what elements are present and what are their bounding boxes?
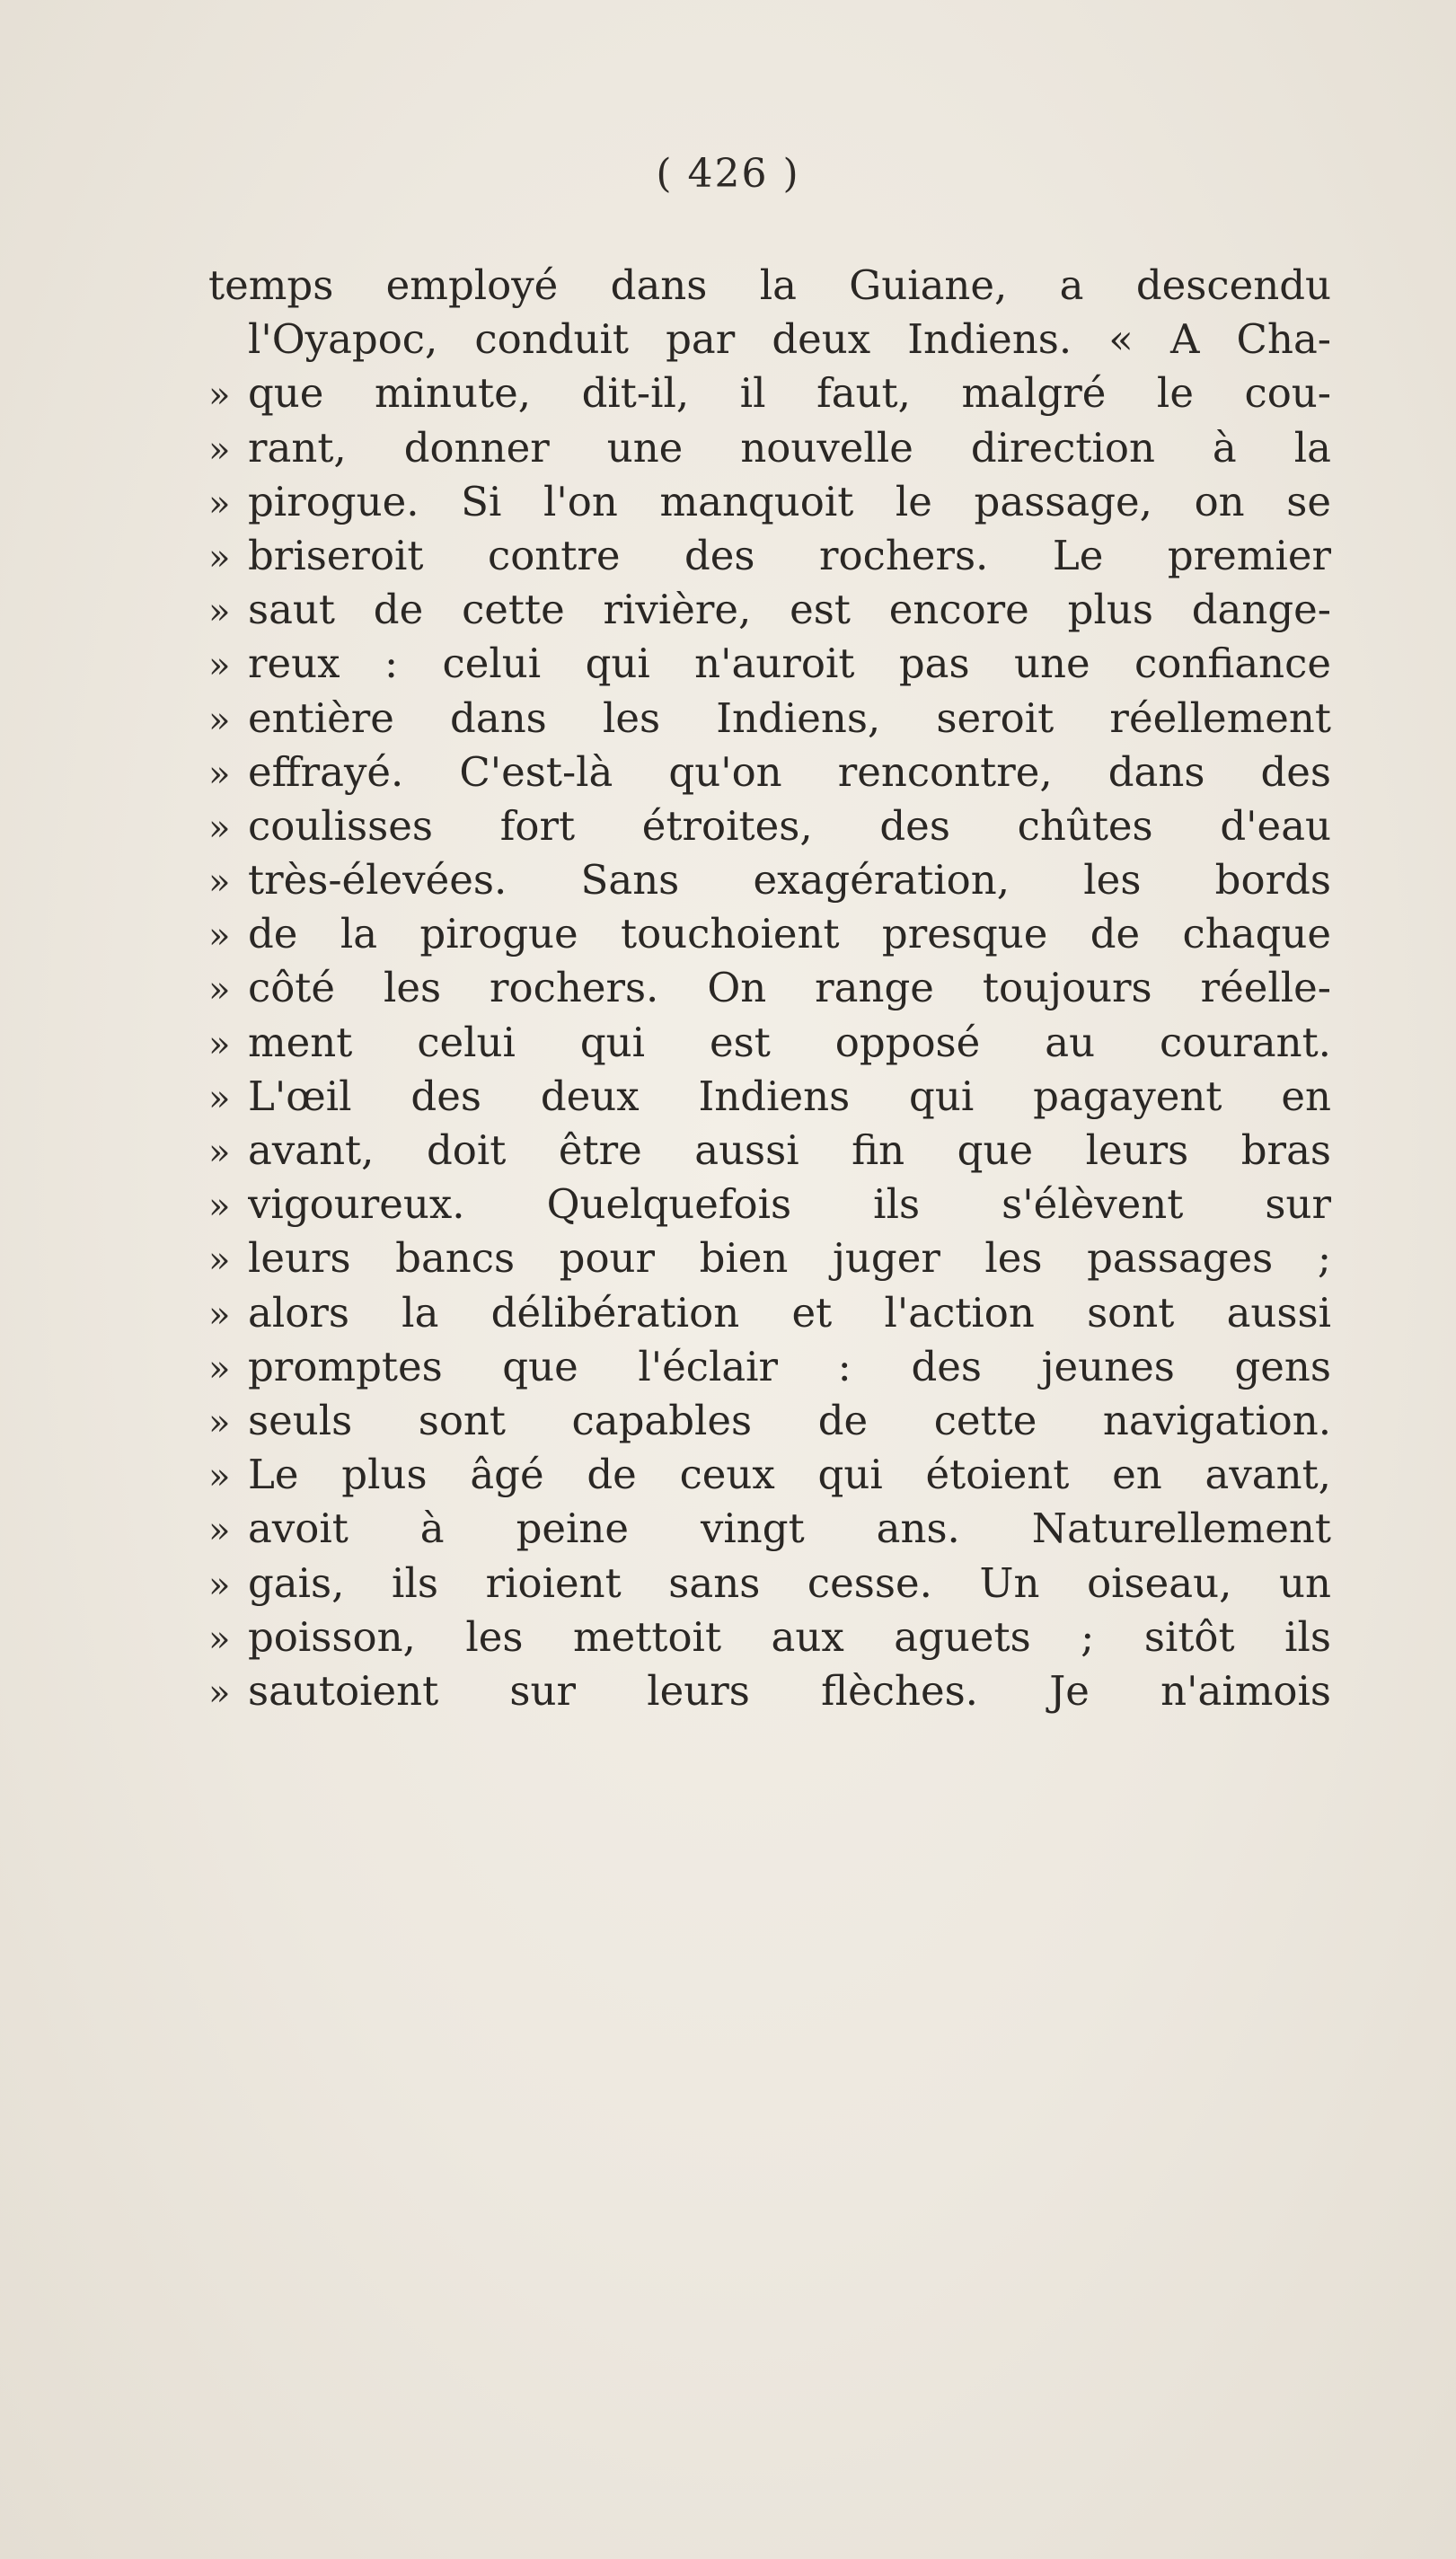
line-text: côté les rochers. On range toujours réelle- xyxy=(248,964,1331,1012)
quote-mark: » xyxy=(208,1564,231,1606)
quote-mark: » xyxy=(208,1510,231,1552)
quote-mark: » xyxy=(208,1240,231,1282)
text-line xyxy=(208,259,1331,313)
text-line xyxy=(208,1231,1331,1285)
line-text: entière dans les Indiens, seroit réellement xyxy=(248,693,1331,742)
text-line xyxy=(208,421,1331,475)
line-text: très-élevées. Sans exagération, les bords xyxy=(248,856,1331,904)
text-line xyxy=(208,313,1331,366)
text-line xyxy=(208,1286,1331,1340)
text-line xyxy=(208,746,1331,799)
quote-mark: » xyxy=(208,1023,231,1065)
line-text: gais, ils rioient sans cesse. Un oiseau, un xyxy=(248,1558,1331,1607)
text-line xyxy=(208,583,1331,637)
quote-mark: » xyxy=(208,1456,231,1498)
text-line xyxy=(208,799,1331,853)
text-line xyxy=(208,637,1331,691)
text-line xyxy=(208,1178,1331,1231)
line-text: Le plus âgé de ceux qui étoient en avant, xyxy=(248,1451,1331,1499)
quote-mark: » xyxy=(208,1186,231,1228)
quote-mark: » xyxy=(208,536,231,578)
quote-mark: » xyxy=(208,428,231,471)
quote-mark: » xyxy=(208,645,231,687)
line-text: avant, doit être aussi fin que leurs bras xyxy=(248,1126,1331,1174)
quote-mark: » xyxy=(208,1672,231,1714)
quote-mark: » xyxy=(208,807,231,849)
line-text: avoit à peine vingt ans. Naturellement xyxy=(248,1505,1331,1553)
quote-mark: » xyxy=(208,1132,231,1173)
line-text: L'œil des deux Indiens qui pagayent en xyxy=(248,1072,1331,1120)
page-number: ( 426 ) xyxy=(656,151,800,197)
line-text: pirogue. Si l'on manquoit le passage, on se xyxy=(248,477,1331,525)
line-text: seuls sont capables de cette navigation. xyxy=(248,1396,1331,1444)
text-lines xyxy=(208,313,1331,1718)
text-line xyxy=(208,1016,1331,1070)
line-text: que minute, dit-il, il faut, malgré le cou- xyxy=(248,369,1331,418)
line-text: promptes que l'éclair : des jeunes gens xyxy=(248,1342,1331,1390)
line-text: effrayé. C'est-là qu'on rencontre, dans des xyxy=(248,747,1331,796)
text-line xyxy=(208,1664,1331,1718)
text-line xyxy=(208,1557,1331,1610)
text-line xyxy=(208,1610,1331,1664)
text-line xyxy=(208,853,1331,907)
line-text: reux : celui qui n'auroit pas une confiance xyxy=(248,640,1331,688)
text-line xyxy=(208,1124,1331,1178)
text-line xyxy=(208,1394,1331,1448)
line-text: vigoureux. Quelquefois ils s'élèvent sur xyxy=(248,1180,1331,1229)
text-line xyxy=(208,1448,1331,1502)
line-text: sautoient sur leurs flèches. Je n'aimois xyxy=(248,1666,1331,1715)
line-text: saut de cette rivière, est encore plus dange- xyxy=(248,586,1331,634)
quote-mark: » xyxy=(208,375,231,417)
text-line xyxy=(208,692,1331,746)
line-text: l'Oyapoc, conduit par deux Indiens. « A Cha- xyxy=(248,315,1331,364)
text-line xyxy=(208,1070,1331,1124)
line-text: de la pirogue touchoient presque de chaque xyxy=(248,910,1331,958)
quote-mark: » xyxy=(208,482,231,525)
quote-mark: » xyxy=(208,1347,231,1390)
text-line xyxy=(208,1340,1331,1394)
text-line xyxy=(208,1502,1331,1556)
quote-mark: » xyxy=(208,1401,231,1443)
line-text: briseroit contre des rochers. Le premier xyxy=(248,531,1331,579)
quote-mark: » xyxy=(208,1077,231,1119)
quote-mark: » xyxy=(208,969,231,1011)
line-text: coulisses fort étroites, des chûtes d'eau xyxy=(248,801,1331,850)
line-text: ment celui qui est opposé au courant. xyxy=(248,1018,1331,1066)
text-block xyxy=(208,259,1331,1718)
line-text: rant, donner une nouvelle direction à la xyxy=(248,423,1331,472)
quote-mark: » xyxy=(208,861,231,904)
quote-mark: » xyxy=(208,915,231,957)
line-text: poisson, les mettoit aux aguets ; sitôt ils xyxy=(248,1612,1331,1661)
text-line xyxy=(208,961,1331,1015)
line-text: leurs bancs pour bien juger les passages ; xyxy=(248,1234,1331,1283)
quote-mark: » xyxy=(208,1618,231,1660)
quote-mark: » xyxy=(208,753,231,795)
text-line xyxy=(208,475,1331,529)
text-line xyxy=(208,366,1331,420)
quote-mark: » xyxy=(208,591,231,633)
quote-mark: » xyxy=(208,699,231,741)
text-line xyxy=(208,529,1331,583)
line-text: temps employé dans la Guiane, a descendu xyxy=(208,261,1331,309)
text-line xyxy=(208,907,1331,961)
line-text: alors la délibération et l'action sont aussi xyxy=(248,1288,1331,1337)
quote-mark: » xyxy=(208,1293,231,1336)
